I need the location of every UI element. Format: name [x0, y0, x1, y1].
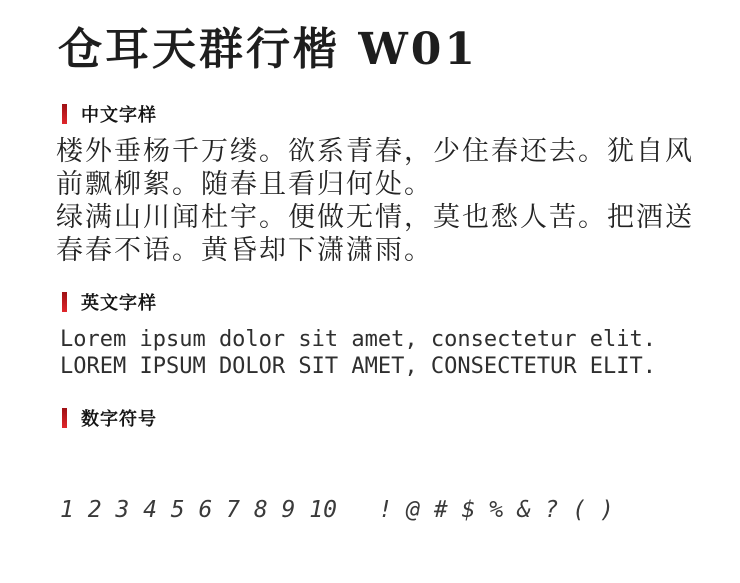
- section-header: [62, 103, 740, 125]
- sample-line: 绿满山川闻杜宇。便做无情，莫也愁人苦。把酒送: [56, 202, 694, 233]
- chinese-sample-text: [56, 135, 740, 267]
- section-marker-bar: [62, 104, 67, 124]
- sample-line: Lorem ipsum dolor sit amet, consectetur elit.: [60, 327, 657, 352]
- english-sample-text: [60, 326, 740, 380]
- sample-line: LOREM IPSUM DOLOR SIT AMET, CONSECTETUR ELIT.: [60, 354, 657, 379]
- section-marker-bar: [62, 292, 67, 312]
- section-header: [62, 291, 740, 313]
- section-english-sample: [0, 291, 740, 380]
- sample-line: 春春不语。黄昏却下潇潇雨。: [56, 235, 433, 266]
- font-specimen-page: [0, 22, 740, 522]
- sample-line: 楼外垂杨千万缕。欲系青春，少住春还去。犹自风: [56, 136, 694, 167]
- section-numbers-symbols: [0, 407, 740, 583]
- section-chinese-sample: [0, 103, 740, 267]
- section-label: 英文字样: [81, 293, 157, 313]
- section-label: 数字符号: [81, 409, 157, 429]
- sample-line: 前飘柳絮。随春且看归何处。: [56, 169, 433, 200]
- section-marker-bar: [62, 408, 67, 428]
- numbers-symbols-sample-text: [60, 438, 740, 583]
- font-title: 仓耳天群行楷 W01: [58, 24, 478, 75]
- section-header: [62, 407, 740, 429]
- section-label: 中文字样: [81, 105, 157, 125]
- sample-line: 1 2 3 4 5 6 7 8 9 10 ! @ # $ % & ? ( ): [60, 497, 614, 523]
